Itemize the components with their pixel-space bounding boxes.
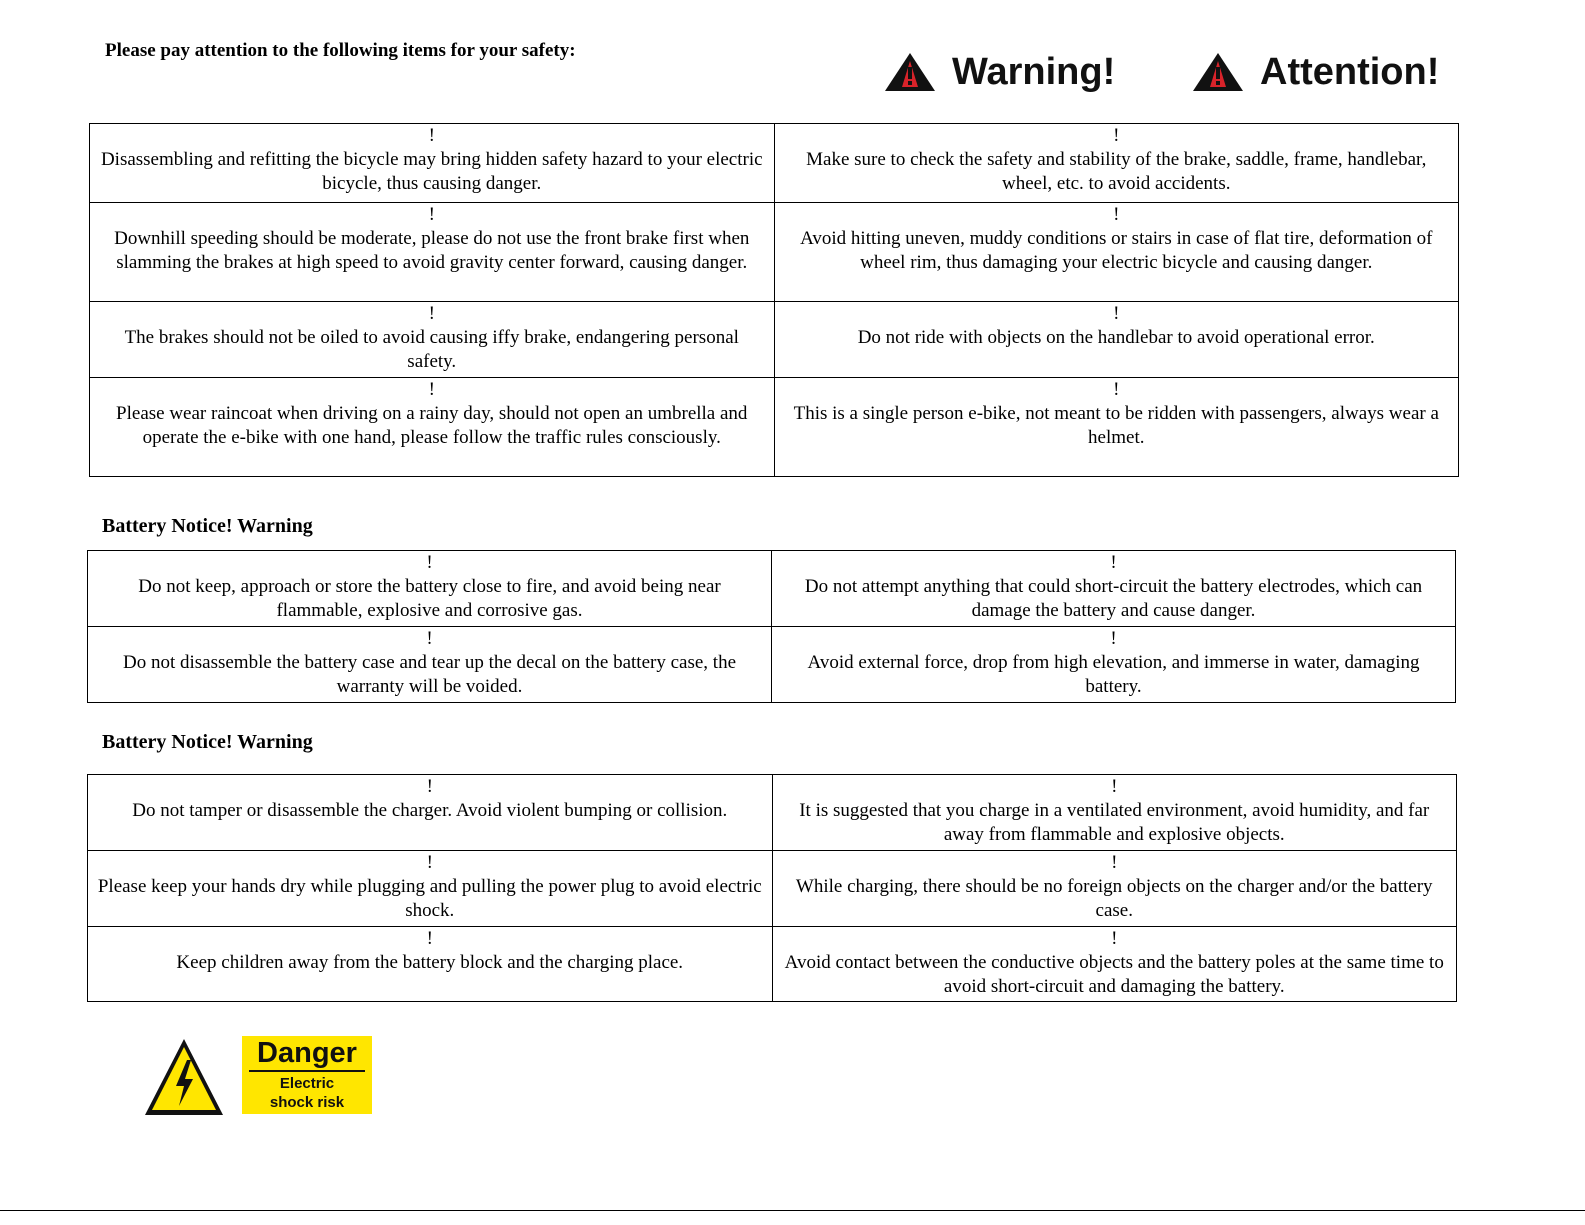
table-cell: ! Downhill speeding should be moderate, please do not use the front brake first when slamming the brakes at high speed to avoid gravity center forward, causing danger. <box>90 203 775 302</box>
table-cell: ! Do not tamper or disassemble the charger. Avoid violent bumping or collision. <box>88 775 773 851</box>
table-row <box>90 302 1459 378</box>
battery-notice-title: Battery Notice! Warning <box>102 515 313 537</box>
warning-badge <box>884 48 1115 96</box>
table-cell: ! While charging, there should be no foreign objects on the charger and/or the battery case. <box>772 851 1457 927</box>
danger-subtitle: Electric shock risk <box>269 1075 345 1111</box>
danger-signs <box>142 1036 372 1118</box>
bottom-rule <box>0 1210 1585 1211</box>
table-row <box>88 851 1457 927</box>
battery-table <box>87 550 1456 703</box>
table-cell: ! Make sure to check the safety and stability of the brake, saddle, frame, handlebar, wheel, etc. to avoid accidents. <box>774 124 1459 203</box>
table-row <box>90 203 1459 302</box>
table-row <box>90 124 1459 203</box>
warning-label: Warning! <box>952 50 1116 93</box>
electric-shock-triangle-icon <box>142 1036 226 1118</box>
safety-table <box>89 123 1459 477</box>
danger-electric-shock-sign <box>242 1036 372 1114</box>
danger-title: Danger <box>249 1036 365 1072</box>
warning-triangle-icon <box>884 52 936 92</box>
safety-intro: Please pay attention to the following items for your safety: <box>105 40 576 61</box>
table-cell: ! This is a single person e-bike, not meant to be ridden with passengers, always wear a helmet. <box>774 378 1459 477</box>
table-cell: ! Do not ride with objects on the handlebar to avoid operational error. <box>774 302 1459 378</box>
table-cell: ! Do not disassemble the battery case and tear up the decal on the battery case, the warranty will be voided. <box>88 627 772 703</box>
attention-label: Attention! <box>1260 50 1440 93</box>
attention-badge <box>1192 48 1439 96</box>
table-cell: ! Avoid hitting uneven, muddy conditions or stairs in case of flat tire, deformation of wheel rim, thus damaging your electric bicycle and causing danger. <box>774 203 1459 302</box>
table-cell: ! Avoid contact between the conductive objects and the battery poles at the same time to avoid short-circuit and damaging the battery. <box>772 927 1457 1002</box>
charger-table <box>87 774 1457 1002</box>
table-cell: ! It is suggested that you charge in a ventilated environment, avoid humidity, and far away from flammable and explosive objects. <box>772 775 1457 851</box>
warning-triangle-icon <box>1192 52 1244 92</box>
table-cell: ! Keep children away from the battery block and the charging place. <box>88 927 773 1002</box>
table-cell: ! Please wear raincoat when driving on a rainy day, should not open an umbrella and operate the e-bike with one hand, please follow the traffic rules consciously. <box>90 378 775 477</box>
table-cell: ! Do not attempt anything that could short-circuit the battery electrodes, which can damage the battery and cause danger. <box>772 551 1456 627</box>
table-row <box>88 775 1457 851</box>
table-cell: ! The brakes should not be oiled to avoid causing iffy brake, endangering personal safety. <box>90 302 775 378</box>
table-row <box>88 927 1457 1002</box>
table-cell: ! Please keep your hands dry while plugging and pulling the power plug to avoid electric shock. <box>88 851 773 927</box>
table-row <box>90 378 1459 477</box>
charger-notice-title: Battery Notice! Warning <box>102 731 313 753</box>
table-cell: ! Disassembling and refitting the bicycle may bring hidden safety hazard to your electric bicycle, thus causing danger. <box>90 124 775 203</box>
table-row <box>88 627 1456 703</box>
table-row <box>88 551 1456 627</box>
table-cell: ! Do not keep, approach or store the battery close to fire, and avoid being near flammable, explosive and corrosive gas. <box>88 551 772 627</box>
table-cell: ! Avoid external force, drop from high elevation, and immerse in water, damaging battery. <box>772 627 1456 703</box>
